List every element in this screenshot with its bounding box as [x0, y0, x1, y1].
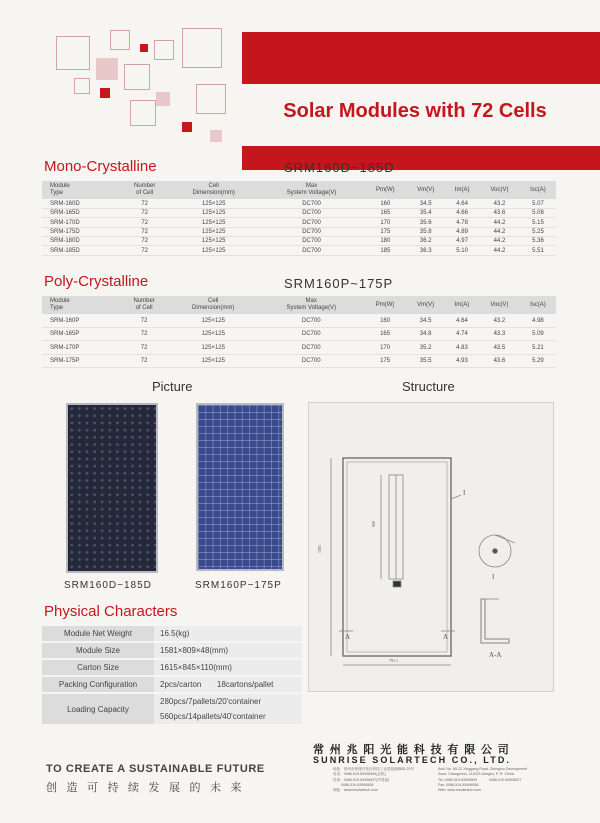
table-cell: SRM-165P: [42, 328, 120, 341]
table-cell: SRM-175D: [42, 227, 121, 236]
physical-value-line: 1581×809×48(mm): [160, 646, 229, 655]
header-line: System Voltage(V): [286, 190, 337, 197]
table-header-cell: [445, 181, 479, 199]
table-cell: 72: [120, 341, 168, 354]
table-header-cell: [364, 296, 406, 314]
table-cell: 125×125: [168, 227, 258, 236]
header-line: Im(A): [454, 301, 470, 308]
table-cell: 72: [121, 209, 169, 218]
table-row: [42, 314, 556, 327]
picture-heading: Picture: [152, 379, 193, 394]
detail-leader: [451, 495, 461, 499]
deco-square: [196, 84, 226, 114]
detail-hole: [493, 549, 498, 554]
table-cell: SRM-170D: [42, 218, 121, 227]
table-cell: DC700: [259, 227, 364, 236]
table-cell: 125×125: [168, 199, 258, 208]
deco-square: [154, 40, 174, 60]
physical-value: [154, 693, 302, 725]
table-cell: 5.25: [520, 227, 556, 236]
table-header-cell: [42, 181, 121, 199]
header-line: Vm(V): [417, 186, 435, 193]
table-cell: 5.09: [520, 328, 556, 341]
header-line: Im(A): [454, 186, 470, 193]
table-cell: 5.10: [445, 246, 479, 255]
table-cell: 170: [364, 341, 406, 354]
physical-key: Module Net Weight: [42, 626, 154, 642]
header-line: Number: [133, 298, 155, 304]
physical-row: [42, 676, 302, 693]
module-frame: [343, 458, 451, 656]
table-cell: 185: [364, 246, 406, 255]
table-header-cell: [121, 181, 169, 199]
mono-panel-image: [66, 403, 158, 573]
table-header-cell: [406, 296, 445, 314]
table-cell: DC700: [258, 314, 364, 327]
mono-spec-table: [42, 181, 556, 256]
table-row: [42, 237, 556, 246]
table-cell: 36.3: [406, 246, 445, 255]
table-cell: 4.93: [445, 354, 479, 367]
table-cell: 34.5: [406, 199, 445, 208]
poly-table-body: [42, 314, 556, 367]
table-cell: 125×125: [168, 246, 258, 255]
table-header-cell: [406, 181, 445, 199]
header-line: Dimension(mm): [192, 305, 235, 312]
deco-square: [96, 58, 118, 80]
dim-inner-label: 900: [371, 521, 376, 527]
table-cell: 72: [121, 237, 169, 246]
connector-icon: [393, 581, 401, 587]
table-cell: 72: [121, 246, 169, 255]
table-cell: 4.74: [445, 328, 479, 341]
physical-value: [154, 676, 302, 693]
table-cell: 175: [364, 227, 406, 236]
deco-square: [130, 100, 156, 126]
table-cell: 72: [121, 227, 169, 236]
physical-row: [42, 626, 302, 642]
poly-panel-image: [196, 403, 284, 571]
table-cell: 43.3: [479, 328, 520, 341]
header-line: Type: [50, 190, 64, 197]
poly-spec-table: [42, 296, 556, 368]
mono-panel-caption: SRM160D~185D: [64, 580, 152, 591]
header-line: Voc(V): [490, 186, 509, 193]
address-line: 地址：常州市钟楼开发区科技工业园星港路65-22号: [333, 767, 415, 771]
table-cell: 72: [120, 354, 168, 367]
deco-square: [156, 92, 170, 106]
physical-table: [42, 626, 302, 726]
table-cell: 72: [120, 328, 168, 341]
dim-height-label: 1581: [317, 545, 322, 553]
table-cell: 5.15: [520, 218, 556, 227]
physical-key: Loading Capacity: [42, 693, 154, 725]
table-cell: 34.8: [406, 328, 445, 341]
deco-square: [56, 36, 90, 70]
header-line: Max: [305, 183, 318, 189]
section-profile: [481, 599, 509, 643]
table-cell: 72: [121, 218, 169, 227]
table-cell: 180: [364, 237, 406, 246]
table-cell: DC700: [258, 328, 364, 341]
physical-key: Carton Size: [42, 659, 154, 676]
table-header-cell: [364, 181, 406, 199]
physical-key: Packing Configuration: [42, 676, 154, 693]
table-cell: 4.64: [445, 199, 479, 208]
table-cell: 125×125: [168, 218, 258, 227]
section-a-left: A: [345, 633, 351, 641]
mono-table-body: [42, 199, 556, 255]
table-cell: 43.5: [479, 341, 520, 354]
physical-value-line: 280pcs/7pallets/20'container: [160, 697, 262, 706]
table-cell: 125×125: [168, 328, 259, 341]
table-cell: 44.2: [479, 246, 520, 255]
table-cell: 4.97: [445, 237, 479, 246]
header-line: System Voltage(V): [286, 305, 337, 312]
deco-square: [210, 130, 222, 142]
header-line: Cell: [208, 183, 219, 189]
table-row: [42, 354, 556, 367]
physical-value-line: 560pcs/14pallets/40'container: [160, 712, 266, 721]
table-cell: SRM-170P: [42, 341, 120, 354]
table-cell: 72: [120, 314, 168, 327]
address-line: Zone, Changzhou, 213023 Jiangsu, P. R. China: [438, 772, 514, 777]
table-cell: 170: [364, 218, 406, 227]
table-row: [42, 218, 556, 227]
company-name-chinese: 常州兆阳光能科技有限公司: [313, 744, 515, 756]
table-cell: SRM-180D: [42, 237, 121, 246]
physical-table-body: [42, 626, 302, 725]
table-cell: DC700: [258, 354, 364, 367]
table-header-cell: [120, 296, 168, 314]
header-line: Module: [50, 183, 70, 189]
table-cell: DC700: [258, 341, 364, 354]
table-cell: 72: [121, 199, 169, 208]
header-line: Number: [134, 183, 156, 189]
address-line: Web: www.srsolartech.com: [438, 788, 482, 793]
table-cell: 160: [364, 199, 406, 208]
table-cell: SRM-160P: [42, 314, 120, 327]
table-cell: 4.98: [520, 314, 556, 327]
table-cell: 4.66: [445, 209, 479, 218]
table-cell: SRM-185D: [42, 246, 121, 255]
detail-mark: I: [463, 489, 466, 497]
deco-square: [182, 122, 192, 132]
header-line: Isc(A): [530, 301, 546, 308]
table-header-cell: [42, 296, 120, 314]
table-header-cell: [168, 296, 259, 314]
table-cell: SRM-165D: [42, 209, 121, 218]
header-line: of Cell: [136, 190, 154, 197]
physical-key: Module Size: [42, 642, 154, 659]
table-cell: DC700: [259, 199, 364, 208]
page-title: Solar Modules with 72 Cells: [283, 100, 547, 122]
address-line: 网址：www.srsolartech.com: [333, 788, 378, 793]
table-cell: 35.8: [406, 227, 445, 236]
table-cell: 160: [364, 314, 406, 327]
physical-row: [42, 642, 302, 659]
table-cell: 175: [364, 354, 406, 367]
physical-value: [154, 659, 302, 676]
table-cell: 125×125: [168, 354, 259, 367]
detail-label: I: [492, 573, 495, 581]
table-header-cell: [479, 181, 520, 199]
mono-series: SRM160D~185D: [284, 160, 395, 175]
address-line: Tel: 0086-519-83906509 0086-519-83906507: [438, 777, 522, 782]
table-cell: 43.6: [479, 209, 520, 218]
mono-heading: Mono-Crystalline: [44, 158, 157, 175]
table-row: [42, 199, 556, 208]
poly-series: SRM160P~175P: [284, 276, 394, 291]
table-cell: SRM-175P: [42, 354, 120, 367]
table-cell: 5.36: [520, 237, 556, 246]
table-cell: 44.2: [479, 227, 520, 236]
header-line: Vm(V): [417, 301, 435, 308]
slogan-chinese: 创造可持续发展的未来: [46, 782, 251, 794]
physical-value: [154, 626, 302, 642]
table-cell: 125×125: [168, 341, 259, 354]
table-cell: 5.29: [520, 354, 556, 367]
table-cell: 165: [364, 328, 406, 341]
module-inner-frame: [347, 462, 447, 652]
address-line: Fax: 0086-519-83906508: [438, 782, 479, 787]
table-header-cell: [520, 296, 556, 314]
table-row: [42, 341, 556, 354]
table-cell: 5.21: [520, 341, 556, 354]
deco-square: [100, 88, 110, 98]
table-cell: 35.5: [406, 354, 445, 367]
deco-square: [182, 28, 222, 68]
table-cell: 35.6: [406, 218, 445, 227]
deco-square: [124, 64, 150, 90]
dim-width-label: 791.1: [389, 658, 398, 663]
table-cell: 5.51: [520, 246, 556, 255]
table-row: [42, 328, 556, 341]
header-line: Type: [50, 305, 64, 312]
section-view-label: A-A: [489, 651, 502, 659]
table-cell: 125×125: [168, 237, 258, 246]
physical-row: [42, 693, 302, 725]
deco-square: [74, 78, 90, 94]
physical-value-line: 2pcs/carton 18cartons/pallet: [160, 680, 274, 689]
header-line: Isc(A): [530, 186, 546, 193]
table-cell: DC700: [259, 237, 364, 246]
poly-table-header: [42, 296, 556, 314]
table-cell: SRM-160D: [42, 199, 121, 208]
table-cell: DC700: [259, 218, 364, 227]
address-chinese: [333, 767, 414, 793]
table-cell: 4.64: [445, 314, 479, 327]
table-cell: 4.83: [445, 341, 479, 354]
address-line: Add: No. 65-22 Xinggang Road, Zhonglou Development: [438, 767, 528, 771]
table-cell: 4.78: [445, 218, 479, 227]
address-english: [438, 767, 527, 793]
table-row: [42, 227, 556, 236]
table-cell: 34.5: [406, 314, 445, 327]
table-cell: 35.4: [406, 209, 445, 218]
table-cell: 5.08: [520, 209, 556, 218]
header-line: Voc(V): [490, 301, 509, 308]
slogan-english: TO CREATE A SUSTAINABLE FUTURE: [46, 763, 265, 775]
header-line: of Cell: [135, 305, 153, 312]
table-cell: 4.89: [445, 227, 479, 236]
table-cell: 5.07: [520, 199, 556, 208]
table-header-cell: [168, 181, 258, 199]
table-cell: 35.2: [406, 341, 445, 354]
table-header-cell: [520, 181, 556, 199]
table-row: [42, 209, 556, 218]
table-cell: DC700: [259, 209, 364, 218]
deco-square: [140, 44, 148, 52]
header-line: Pm(W): [375, 186, 395, 193]
header-line: Module: [50, 298, 70, 304]
header-line: Pm(W): [375, 301, 395, 308]
poly-heading: Poly-Crystalline: [44, 273, 149, 290]
table-cell: 44.2: [479, 218, 520, 227]
table-cell: 44.2: [479, 237, 520, 246]
physical-value: [154, 642, 302, 659]
table-cell: 125×125: [168, 209, 258, 218]
table-cell: 43.2: [479, 314, 520, 327]
address-line: 传真：0086-519-83906507(贸易部): [333, 777, 390, 782]
table-cell: 43.6: [479, 354, 520, 367]
address-line: 0086-519-83906508: [333, 782, 374, 787]
deco-square: [110, 30, 130, 50]
table-header-cell: [259, 181, 364, 199]
header-line: Max: [305, 298, 317, 304]
physical-row: [42, 659, 302, 676]
header-line: Dimension(mm): [192, 190, 235, 197]
address-line: 电话：0086-519-83906509(总机): [333, 772, 386, 777]
physical-value-line: 1615×845×110(mm): [160, 663, 232, 672]
table-row: [42, 246, 556, 255]
physical-heading: Physical Characters: [44, 603, 178, 620]
poly-panel-caption: SRM160P~175P: [195, 580, 282, 591]
table-cell: 36.2: [406, 237, 445, 246]
section-a-right: A: [443, 633, 449, 641]
structure-diagram: [309, 403, 553, 691]
detail-dim: [495, 535, 515, 543]
mono-table-header: [42, 181, 556, 199]
structure-heading: Structure: [402, 379, 455, 394]
table-cell: 125×125: [168, 314, 259, 327]
table-cell: 43.2: [479, 199, 520, 208]
company-name-english: SUNRISE SOLARTECH CO., LTD.: [313, 755, 512, 765]
header-line: Cell: [208, 298, 219, 304]
table-cell: DC700: [259, 246, 364, 255]
table-header-cell: [445, 296, 479, 314]
table-header-cell: [479, 296, 520, 314]
structure-drawing: [308, 402, 554, 692]
table-header-cell: [258, 296, 364, 314]
table-cell: 165: [364, 209, 406, 218]
physical-value-line: 16.5(kg): [160, 629, 190, 638]
